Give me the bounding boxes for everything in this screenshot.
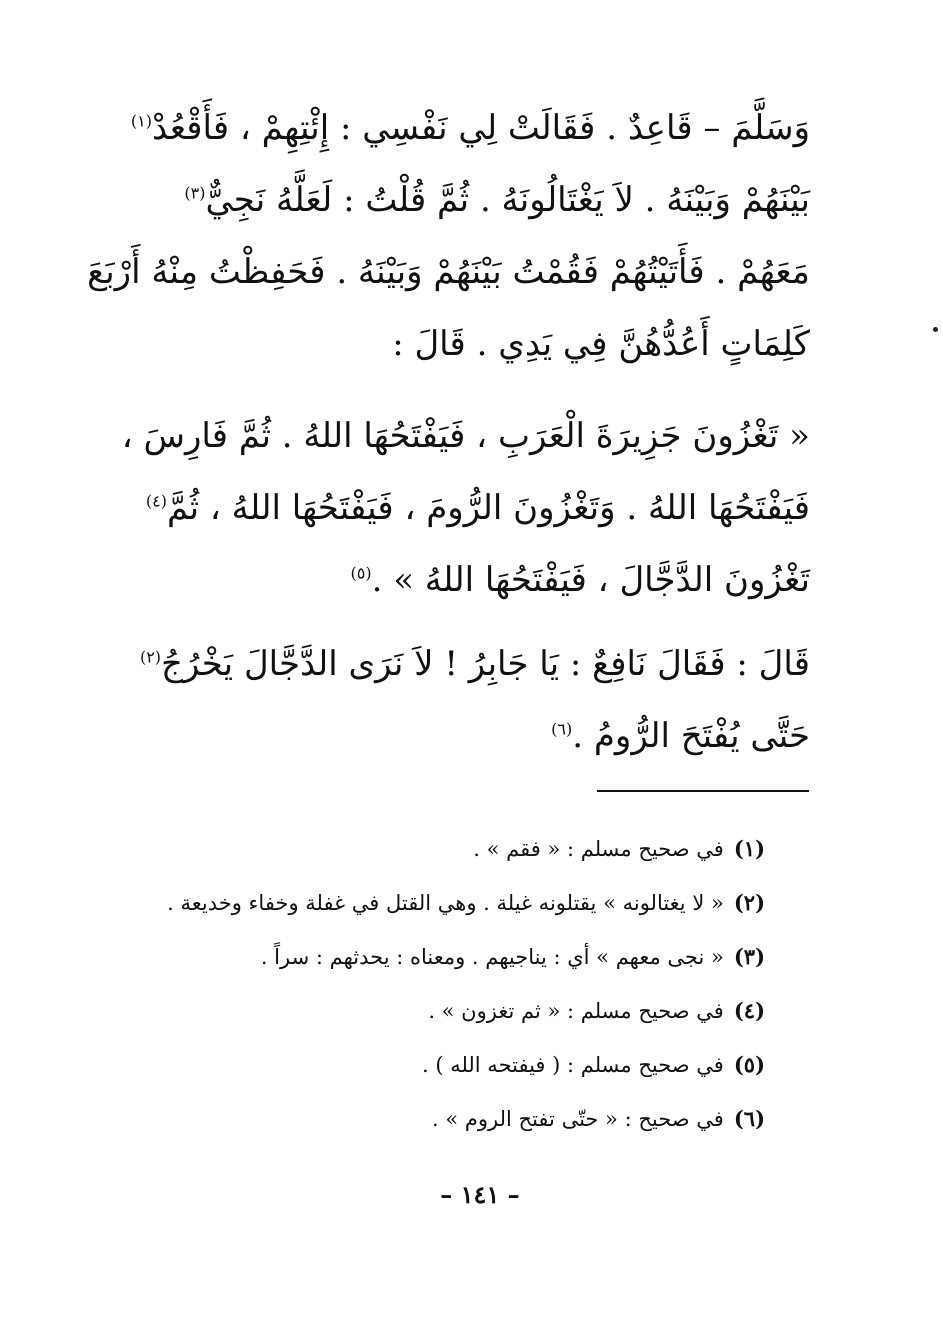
footnote-number: (٢) [733,890,765,915]
footnote-text: في صحيح مسلم : « ثم تغزون » . [428,999,724,1023]
text-line: فَيَفْتَحُهَا اللهُ . وَتَغْزُونَ الرُّومَ ، فَيَفْتَحُهَا اللهُ ، ثُمَّ$^{(٤)}$ [145,488,810,528]
text-line: قَالَ : فَقَالَ نَافِعٌ : يَا جَابِرُ ! لاَ نَرَى الدَّجَّالَ يَخْرُجُ$^{(٢)}$ [139,644,810,684]
text-line: كَلِمَاتٍ أَعُدُّهُنَّ فِي يَدِي . قَالَ : [392,324,810,364]
text-line: مَعَهُمْ . فَأَتَيْتُهُمْ فَقُمْتُ بَيْنَهُمْ وَبَيْنَهُ . فَحَفِظْتُ مِنْهُ أَرْبَعَ [87,252,810,292]
scan-speck [933,327,938,332]
footnote-divider [597,790,809,792]
footnote-number: (٣) [733,944,765,969]
footnote-marker-4[interactable]: (٤) [145,491,167,511]
footnote-marker-3[interactable]: (٣) [184,183,206,203]
footnotes-list [140,822,765,1146]
footnote-item [140,1092,765,1146]
footnote-marker-1[interactable]: (١) [130,111,152,131]
footnote-item [140,1038,765,1092]
paragraph-hadith-quote [121,400,810,616]
footnote-text: في صحيح : « حتّى تفتح الروم » . [432,1107,724,1131]
footnote-number: (٦) [733,1106,765,1131]
footnote-text: في صحيح مسلم : « فقم » . [473,837,724,861]
paragraph-narration [87,92,810,380]
footnote-marker-2[interactable]: (٢) [139,647,162,667]
footnote-text: « لا يغتالونه » يقتلونه غيلة . وهي القتل في غفلة وخفاء وخديعة . [167,891,724,915]
footnote-item [140,822,765,876]
text-line: بَيْنَهُمْ وَبَيْنَهُ . لاَ يَغْتَالُونَهُ . ثُمَّ قُلْتُ : لَعَلَّهُ نَجِيٌّ$^{(٣)}$ [184,180,810,220]
footnote-number: (٤) [733,998,765,1023]
text-line: « تَغْزُونَ جَزِيرَةَ الْعَرَبِ ، فَيَفْتَحُهَا اللهُ . ثُمَّ فَارِسَ ، [121,416,810,456]
footnote-marker-6[interactable]: (٦) [551,719,573,739]
footnote-number: (٥) [733,1052,765,1077]
footnote-item [140,876,765,930]
paragraph-nafi-saying [140,628,810,772]
text-line: وَسَلَّمَ – قَاعِدٌ . فَقَالَتْ لِي نَفْسِي : إِئْتِهِمْ ، فَأَقْعُدْ$^{(١)}$ [130,108,810,148]
footnote-text: « نجى معهم » أي : يناجيهم . ومعناه : يحدثهم : سراً . [260,945,724,969]
footnote-item [140,984,765,1038]
text-line: حَتَّى يُفْتَحَ الرُّومُ .$^{(٦)}$ [551,716,810,756]
text-line: تَغْزُونَ الدَّجَّالَ ، فَيَفْتَحُهَا اللهُ » .$^{(٥)}$ [350,560,810,600]
footnote-text: في صحيح مسلم : ( فيفتحه الله ) . [421,1053,724,1077]
page-number: – ١٤١ – [440,1180,520,1209]
footnote-item [140,930,765,984]
footnote-marker-5[interactable]: (٥) [350,563,372,583]
footnote-number: (١) [733,836,765,861]
